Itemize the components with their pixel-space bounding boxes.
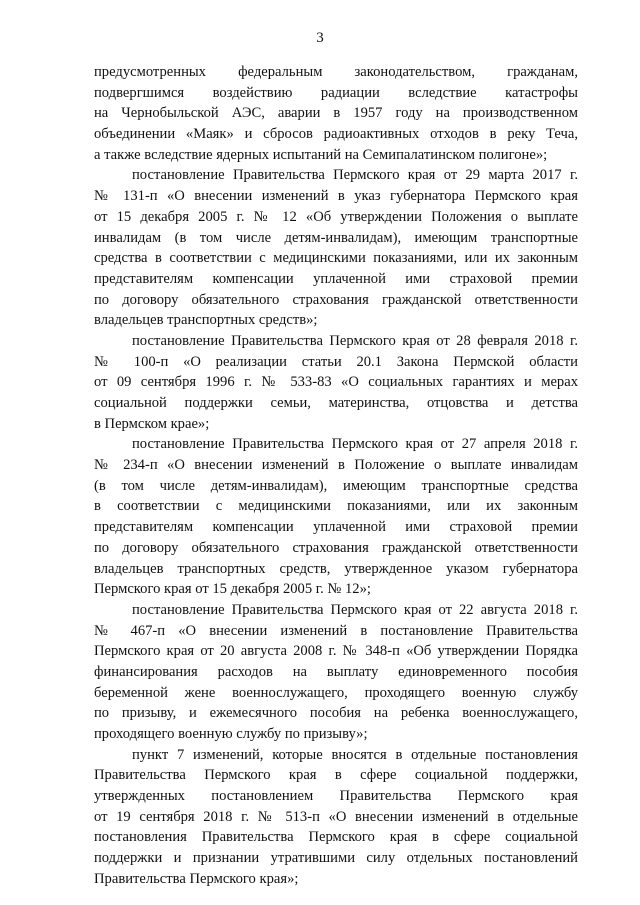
text-line: а также вследствие ядерных испытаний на Семипалатинском полигоне»; bbox=[94, 146, 548, 163]
text-line: в соответствии с медицинскими показаниями, или их законным bbox=[94, 498, 578, 515]
text-line: предусмотренных федеральным законодательством, гражданам, bbox=[94, 64, 578, 80]
text-line: представителям компенсации уплаченной ими страховой премии bbox=[94, 270, 578, 287]
text-line: инвалидам (в том числе детям-инвалидам), имеющим транспортные bbox=[94, 229, 578, 246]
text-line: постановление Правительства Пермского края от 28 февраля 2018 г. bbox=[132, 332, 578, 349]
text-line: беременной жене военнослужащего, проходящего военную службу bbox=[94, 684, 578, 701]
text-line: подвергшимся воздействию радиации вследствие катастрофы bbox=[94, 84, 578, 101]
text-line: от 09 сентября 1996 г. № 533-83 «О социальных гарантиях и мерах bbox=[94, 374, 578, 391]
paragraph bbox=[94, 745, 578, 890]
text-line: № 131-п «О внесении изменений в указ губернатора Пермского края bbox=[94, 188, 578, 205]
text-line: финансирования расходов на выплату единовременного пособия bbox=[94, 663, 578, 680]
text-line: проходящего военную службу по призыву»; bbox=[94, 726, 368, 742]
text-line: поддержки и признании утратившими силу отдельных постановлений bbox=[94, 850, 578, 867]
text-line: постановление Правительства Пермского края от 27 апреля 2018 г. bbox=[132, 436, 578, 453]
text-line: по договору обязательного страхования гражданской ответственности bbox=[94, 291, 578, 308]
text-line: в Пермском крае»; bbox=[94, 415, 210, 432]
text-line: № 234-п «О внесении изменений в Положение о выплате инвалидам bbox=[94, 457, 578, 474]
text-line: Пермского края от 20 августа 2008 г. № 348-п «Об утверждении Порядка bbox=[94, 643, 578, 660]
text-line: утвержденных постановлением Правительства Пермского края bbox=[94, 788, 578, 805]
text-line: средства в соответствии с медицинскими показаниями, или их законным bbox=[94, 250, 578, 267]
text-line: Правительства Пермского края»; bbox=[94, 870, 299, 887]
text-line: № 467-п «О внесении изменений в постановление Правительства bbox=[94, 622, 578, 639]
text-line: по договору обязательного страхования гражданской ответственности bbox=[94, 539, 578, 556]
paragraph bbox=[94, 600, 578, 745]
text-line: от 19 сентября 2018 г. № 513-п «О внесении изменений в отдельные bbox=[94, 808, 578, 825]
text-line: владельцев транспортных средств»; bbox=[94, 312, 318, 329]
text-line: по призыву, и ежемесячного пособия на ребенка военнослужащего, bbox=[94, 705, 578, 722]
paragraph bbox=[94, 165, 578, 331]
text-line: постановление Правительства Пермского края от 22 августа 2018 г. bbox=[132, 601, 578, 618]
page-number: 3 bbox=[316, 30, 324, 46]
paragraph bbox=[94, 434, 578, 600]
text-line: постановления Правительства Пермского края в сфере социальной bbox=[94, 829, 578, 846]
text-line: владельцев транспортных средств, утвержденное указом губернатора bbox=[94, 560, 578, 577]
text-line: постановление Правительства Пермского края от 29 марта 2017 г. bbox=[132, 167, 578, 184]
text-line: Правительства Пермского края в сфере социальной поддержки, bbox=[94, 767, 578, 784]
text-line: на Чернобыльской АЭС, аварии в 1957 году на производственном bbox=[94, 105, 578, 122]
text-line: от 15 декабря 2005 г. № 12 «Об утверждении Положения о выплате bbox=[94, 208, 578, 225]
text-line: № 100-п «О реализации статьи 20.1 Закона Пермской области bbox=[94, 353, 578, 370]
text-line: социальной поддержки семьи, материнства, отцовства и детства bbox=[94, 395, 578, 411]
paragraph bbox=[94, 62, 578, 165]
paragraph bbox=[94, 331, 578, 434]
text-line: Пермского края от 15 декабря 2005 г. № 12»; bbox=[94, 581, 371, 598]
text-line: пункт 7 изменений, которые вносятся в отдельные постановления bbox=[132, 746, 578, 763]
text-line: (в том числе детям-инвалидам), имеющим транспортные средства bbox=[94, 477, 578, 494]
document-body bbox=[94, 62, 578, 890]
text-line: объединении «Маяк» и сбросов радиоактивных отходов в реку Теча, bbox=[94, 126, 578, 143]
text-line: представителям компенсации уплаченной ими страховой премии bbox=[94, 519, 578, 536]
